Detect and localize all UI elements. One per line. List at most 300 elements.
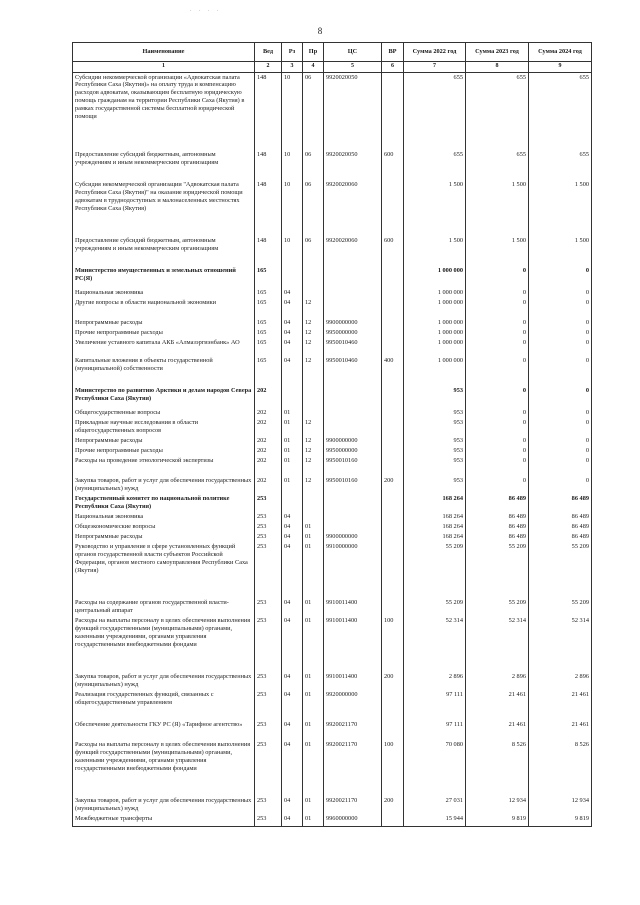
row-name: Закупка товаров, работ и услуг для обеспечения государственных (муниципальных) нужд: [73, 476, 255, 494]
table-row: [73, 532, 592, 542]
row-rz: 04: [282, 532, 303, 542]
page-number: 8: [317, 26, 323, 36]
row-pr: 12: [303, 356, 324, 386]
row-sum-2024: 86 489: [529, 494, 592, 512]
row-sum-2022: 1 000 000: [404, 318, 466, 328]
row-pr: 12: [303, 456, 324, 476]
row-sum-2022: 168 264: [404, 494, 466, 512]
row-sum-2023: 12 934: [466, 796, 529, 814]
row-sum-2022: 97 111: [404, 690, 466, 720]
row-cs: 9950010460: [324, 338, 382, 356]
row-sum-2024: 9 819: [529, 814, 592, 826]
row-name: Прикладные научные исследования в области общегосударственных вопросов: [73, 418, 255, 436]
row-vr: [382, 690, 404, 720]
table-row: [73, 180, 592, 236]
table-row: [73, 408, 592, 418]
col-number: 8: [466, 62, 529, 73]
row-sum-2022: 97 111: [404, 720, 466, 740]
row-sum-2022: 953: [404, 418, 466, 436]
row-cs: [324, 408, 382, 418]
row-cs: 9900000000: [324, 436, 382, 446]
row-ved: 148: [255, 150, 282, 180]
row-rz: 04: [282, 814, 303, 826]
row-cs: [324, 298, 382, 318]
row-cs: 9910011400: [324, 598, 382, 616]
row-vr: [382, 408, 404, 418]
row-sum-2022: 168 264: [404, 512, 466, 522]
row-sum-2024: 8 526: [529, 740, 592, 796]
col-number: 4: [303, 62, 324, 73]
row-vr: [382, 72, 404, 150]
row-name: Расходы на выплаты персоналу в целях обеспечения выполнения функций государственными (муниципальными) органами, казенными учреждениями, органами управления государственными внебюджетными фондами: [73, 740, 255, 796]
header-row: [73, 43, 592, 62]
row-pr: 12: [303, 418, 324, 436]
row-sum-2022: 655: [404, 72, 466, 150]
row-vr: 200: [382, 672, 404, 690]
table-row: [73, 740, 592, 796]
table-row: [73, 266, 592, 288]
table-row: [73, 616, 592, 672]
row-sum-2024: 655: [529, 72, 592, 150]
row-sum-2024: 0: [529, 436, 592, 446]
table-row: [73, 446, 592, 456]
row-pr: [303, 386, 324, 408]
row-ved: 253: [255, 542, 282, 598]
row-rz: 04: [282, 356, 303, 386]
row-name: Общегосударственные вопросы: [73, 408, 255, 418]
row-sum-2024: 0: [529, 356, 592, 386]
row-name: Закупка товаров, работ и услуг для обеспечения государственных (муниципальных) нужд: [73, 672, 255, 690]
row-name: Руководство и управление в сфере установленных функций органов государственной власти субъектов Российской Федерации, органов местного самоуправления Республики Саха (Якутия): [73, 542, 255, 598]
row-ved: 165: [255, 298, 282, 318]
row-sum-2023: 0: [466, 386, 529, 408]
row-sum-2024: 655: [529, 150, 592, 180]
row-sum-2023: 0: [466, 446, 529, 456]
row-pr: 06: [303, 150, 324, 180]
budget-table: [72, 42, 592, 827]
row-pr: 06: [303, 236, 324, 266]
row-vr: [382, 522, 404, 532]
row-cs: [324, 266, 382, 288]
row-pr: [303, 266, 324, 288]
row-pr: 12: [303, 298, 324, 318]
row-ved: 253: [255, 532, 282, 542]
row-pr: 01: [303, 616, 324, 672]
table-row: [73, 418, 592, 436]
row-sum-2024: 1 500: [529, 180, 592, 236]
row-sum-2023: 0: [466, 328, 529, 338]
row-name: Расходы на проведение этнологической экспертизы: [73, 456, 255, 476]
row-sum-2022: 55 209: [404, 598, 466, 616]
row-sum-2023: 0: [466, 418, 529, 436]
row-pr: 12: [303, 446, 324, 456]
row-rz: 10: [282, 72, 303, 150]
row-vr: [382, 542, 404, 598]
row-sum-2022: 2 896: [404, 672, 466, 690]
row-ved: 253: [255, 672, 282, 690]
row-sum-2024: 0: [529, 476, 592, 494]
row-vr: [382, 338, 404, 356]
row-sum-2024: 0: [529, 338, 592, 356]
row-ved: 165: [255, 356, 282, 386]
row-ved: 165: [255, 318, 282, 328]
row-ved: 148: [255, 180, 282, 236]
row-sum-2023: 21 461: [466, 720, 529, 740]
row-sum-2023: 1 500: [466, 180, 529, 236]
row-vr: [382, 532, 404, 542]
row-ved: 253: [255, 796, 282, 814]
row-sum-2022: 1 500: [404, 236, 466, 266]
row-vr: [382, 328, 404, 338]
table-row: [73, 672, 592, 690]
row-ved: 253: [255, 598, 282, 616]
row-rz: 04: [282, 542, 303, 598]
stray-marks: . . . .: [190, 7, 222, 13]
row-sum-2022: 1 000 000: [404, 288, 466, 298]
row-sum-2023: 1 500: [466, 236, 529, 266]
row-sum-2024: 1 500: [529, 236, 592, 266]
row-cs: 9920021170: [324, 740, 382, 796]
table-row: [73, 386, 592, 408]
row-rz: 04: [282, 598, 303, 616]
row-rz: 04: [282, 288, 303, 298]
row-ved: 253: [255, 814, 282, 826]
row-sum-2023: 655: [466, 72, 529, 150]
row-sum-2024: 12 934: [529, 796, 592, 814]
row-name: Министерство по развитию Арктики и делам народов Севера Республики Саха (Якутия): [73, 386, 255, 408]
col-number: 5: [324, 62, 382, 73]
row-sum-2024: 0: [529, 446, 592, 456]
col-header-2024: Сумма 2024 год: [529, 43, 592, 62]
row-pr: 01: [303, 542, 324, 598]
row-name: Непрограммные расходы: [73, 436, 255, 446]
row-sum-2024: 86 489: [529, 512, 592, 522]
row-vr: [382, 512, 404, 522]
row-rz: 04: [282, 796, 303, 814]
row-sum-2023: 0: [466, 318, 529, 328]
col-header-ved: Вед: [255, 43, 282, 62]
row-ved: 165: [255, 266, 282, 288]
row-rz: 10: [282, 150, 303, 180]
row-sum-2024: 0: [529, 318, 592, 328]
row-ved: 253: [255, 690, 282, 720]
table-row: [73, 298, 592, 318]
row-sum-2024: 0: [529, 266, 592, 288]
row-vr: 600: [382, 236, 404, 266]
row-name: Субсидии некоммерческой организации «Адвокатская палата Республики Саха (Якутия)» на оплату труда и компенсацию расходов адвокатам, оказывающим бесплатную юридическую помощь гражданам на территории Республики Саха (Якутия) в рамках государственной системы бесплатной юридической помощи: [73, 72, 255, 150]
row-ved: 253: [255, 512, 282, 522]
row-sum-2024: 55 209: [529, 598, 592, 616]
row-ved: 165: [255, 338, 282, 356]
row-name: Прочие непрограммные расходы: [73, 328, 255, 338]
row-vr: [382, 386, 404, 408]
row-cs: 9920020050: [324, 72, 382, 150]
row-pr: 12: [303, 436, 324, 446]
row-pr: 01: [303, 720, 324, 740]
row-pr: 01: [303, 522, 324, 532]
row-cs: 9910011400: [324, 616, 382, 672]
column-number-row: [73, 62, 592, 73]
row-sum-2023: 2 896: [466, 672, 529, 690]
row-sum-2024: 86 489: [529, 532, 592, 542]
row-cs: [324, 512, 382, 522]
table-row: [73, 796, 592, 814]
row-sum-2023: 8 526: [466, 740, 529, 796]
row-sum-2023: 0: [466, 338, 529, 356]
row-cs: [324, 494, 382, 512]
row-rz: 01: [282, 408, 303, 418]
row-rz: 04: [282, 522, 303, 532]
row-vr: [382, 456, 404, 476]
row-name: Предоставление субсидий бюджетным, автономным учреждениям и иным некоммерческим организациям: [73, 150, 255, 180]
row-rz: 10: [282, 180, 303, 236]
row-sum-2024: 0: [529, 328, 592, 338]
row-sum-2023: 0: [466, 298, 529, 318]
table-row: [73, 690, 592, 720]
row-vr: 600: [382, 150, 404, 180]
row-sum-2022: 953: [404, 436, 466, 446]
table-body: [73, 72, 592, 826]
row-sum-2023: 0: [466, 476, 529, 494]
row-name: Общеэкономические вопросы: [73, 522, 255, 532]
row-sum-2023: 0: [466, 288, 529, 298]
col-header-cs: ЦС: [324, 43, 382, 62]
row-cs: [324, 288, 382, 298]
row-cs: 9920020050: [324, 150, 382, 180]
row-pr: 12: [303, 476, 324, 494]
col-header-pr: Пр: [303, 43, 324, 62]
row-sum-2022: 1 000 000: [404, 298, 466, 318]
row-sum-2024: 0: [529, 418, 592, 436]
row-sum-2022: 168 264: [404, 532, 466, 542]
table-row: [73, 476, 592, 494]
table-row: [73, 522, 592, 532]
row-name: Реализация государственных функций, связанных с общегосударственным управлением: [73, 690, 255, 720]
table-row: [73, 288, 592, 298]
row-pr: 01: [303, 532, 324, 542]
row-rz: 04: [282, 720, 303, 740]
row-vr: 100: [382, 740, 404, 796]
row-name: Капитальные вложения в объекты государственной (муниципальной) собственности: [73, 356, 255, 386]
row-sum-2024: 0: [529, 456, 592, 476]
row-sum-2022: 52 314: [404, 616, 466, 672]
col-number: 1: [73, 62, 255, 73]
row-name: Обеспечение деятельности ГКУ РС (Я) «Тарифное агентство»: [73, 720, 255, 740]
row-name: Национальная экономика: [73, 288, 255, 298]
row-vr: [382, 446, 404, 456]
row-ved: 253: [255, 720, 282, 740]
row-cs: 9950010160: [324, 476, 382, 494]
row-ved: 253: [255, 494, 282, 512]
row-rz: 04: [282, 512, 303, 522]
row-rz: [282, 266, 303, 288]
row-name: Расходы на выплаты персоналу в целях обеспечения выполнения функций государственными (муниципальными) органами, казенными учреждениями, органами управления государственными внебюджетными фондами: [73, 616, 255, 672]
row-name: Министерство имущественных и земельных отношений РС(Я): [73, 266, 255, 288]
row-sum-2023: 55 209: [466, 542, 529, 598]
row-sum-2022: 1 500: [404, 180, 466, 236]
row-vr: [382, 494, 404, 512]
row-sum-2022: 55 209: [404, 542, 466, 598]
col-number: 2: [255, 62, 282, 73]
row-sum-2023: 0: [466, 456, 529, 476]
row-pr: 01: [303, 796, 324, 814]
row-rz: [282, 494, 303, 512]
row-ved: 202: [255, 446, 282, 456]
row-sum-2023: 86 489: [466, 532, 529, 542]
row-sum-2022: 953: [404, 386, 466, 408]
row-sum-2022: 1 000 000: [404, 338, 466, 356]
row-pr: 01: [303, 814, 324, 826]
col-number: 7: [404, 62, 466, 73]
table-row: [73, 814, 592, 826]
row-sum-2023: 0: [466, 356, 529, 386]
row-vr: [382, 418, 404, 436]
row-vr: [382, 266, 404, 288]
row-name: Другие вопросы в области национальной экономики: [73, 298, 255, 318]
row-sum-2023: 86 489: [466, 494, 529, 512]
row-sum-2022: 953: [404, 446, 466, 456]
row-vr: [382, 814, 404, 826]
row-pr: [303, 512, 324, 522]
row-ved: 148: [255, 236, 282, 266]
row-sum-2023: 86 489: [466, 512, 529, 522]
col-header-name: Наименование: [73, 43, 255, 62]
row-pr: [303, 408, 324, 418]
row-cs: 9900000000: [324, 318, 382, 328]
table-row: [73, 436, 592, 446]
row-sum-2023: 0: [466, 436, 529, 446]
row-ved: 253: [255, 616, 282, 672]
row-sum-2024: 21 461: [529, 720, 592, 740]
row-sum-2022: 70 080: [404, 740, 466, 796]
row-pr: [303, 288, 324, 298]
row-sum-2022: 1 000 000: [404, 266, 466, 288]
row-cs: 9920021170: [324, 720, 382, 740]
row-sum-2024: 0: [529, 288, 592, 298]
table-row: [73, 356, 592, 386]
table-row: [73, 456, 592, 476]
table-row: [73, 318, 592, 328]
row-sum-2023: 21 461: [466, 690, 529, 720]
row-cs: 9910011400: [324, 672, 382, 690]
table-row: [73, 720, 592, 740]
table-row: [73, 150, 592, 180]
row-sum-2024: 86 489: [529, 522, 592, 532]
row-sum-2023: 0: [466, 266, 529, 288]
row-pr: 01: [303, 598, 324, 616]
row-rz: 04: [282, 318, 303, 328]
table-row: [73, 236, 592, 266]
row-rz: 01: [282, 476, 303, 494]
row-name: Межбюджетные трансферты: [73, 814, 255, 826]
row-cs: 9920000000: [324, 690, 382, 720]
row-sum-2024: 21 461: [529, 690, 592, 720]
col-header-2022: Сумма 2022 год: [404, 43, 466, 62]
row-sum-2023: 52 314: [466, 616, 529, 672]
row-vr: [382, 720, 404, 740]
row-cs: 9960000000: [324, 814, 382, 826]
row-vr: 100: [382, 616, 404, 672]
row-vr: [382, 180, 404, 236]
col-number: 9: [529, 62, 592, 73]
row-ved: 165: [255, 328, 282, 338]
row-sum-2022: 953: [404, 456, 466, 476]
row-cs: 9950010460: [324, 356, 382, 386]
row-pr: 01: [303, 690, 324, 720]
row-ved: 202: [255, 476, 282, 494]
row-sum-2022: 27 031: [404, 796, 466, 814]
row-ved: 253: [255, 522, 282, 532]
row-cs: 9950000000: [324, 446, 382, 456]
col-header-vr: ВР: [382, 43, 404, 62]
row-sum-2023: 655: [466, 150, 529, 180]
row-name: Субсидия некоммерческой организации "Адвокатская палата Республики Саха (Якутия)" на оказание юридической помощи адвокатам в труднодоступных и малонаселенных местностях Республики Саха (Якутия): [73, 180, 255, 236]
row-sum-2022: 953: [404, 408, 466, 418]
row-rz: [282, 386, 303, 408]
table-row: [73, 328, 592, 338]
row-sum-2023: 0: [466, 408, 529, 418]
row-sum-2023: 55 209: [466, 598, 529, 616]
row-pr: 06: [303, 180, 324, 236]
row-rz: 04: [282, 616, 303, 672]
row-rz: 01: [282, 456, 303, 476]
row-ved: 202: [255, 456, 282, 476]
row-sum-2024: 0: [529, 386, 592, 408]
row-vr: [382, 298, 404, 318]
row-cs: [324, 418, 382, 436]
row-ved: 148: [255, 72, 282, 150]
row-rz: 04: [282, 328, 303, 338]
row-rz: 04: [282, 740, 303, 796]
row-sum-2022: 655: [404, 150, 466, 180]
row-ved: 202: [255, 408, 282, 418]
row-vr: [382, 318, 404, 328]
row-name: Непрограммные расходы: [73, 532, 255, 542]
row-sum-2022: 15 944: [404, 814, 466, 826]
row-cs: 9950010160: [324, 456, 382, 476]
row-pr: 12: [303, 318, 324, 328]
row-vr: [382, 436, 404, 446]
row-name: Национальная экономика: [73, 512, 255, 522]
row-cs: 9910000000: [324, 542, 382, 598]
row-vr: 400: [382, 356, 404, 386]
table-row: [73, 72, 592, 150]
row-name: Расходы на содержание органов государственной власти- центральный аппарат: [73, 598, 255, 616]
row-sum-2024: 52 314: [529, 616, 592, 672]
row-sum-2022: 168 264: [404, 522, 466, 532]
row-rz: 01: [282, 418, 303, 436]
row-sum-2023: 9 819: [466, 814, 529, 826]
row-cs: 9920020060: [324, 236, 382, 266]
col-number: 6: [382, 62, 404, 73]
row-ved: 253: [255, 740, 282, 796]
row-name: Закупка товаров, работ и услуг для обеспечения государственных (муниципальных) нужд: [73, 796, 255, 814]
row-rz: 04: [282, 672, 303, 690]
row-pr: 01: [303, 740, 324, 796]
row-rz: 01: [282, 436, 303, 446]
table-row: [73, 542, 592, 598]
row-vr: [382, 598, 404, 616]
row-rz: 04: [282, 298, 303, 318]
row-vr: [382, 288, 404, 298]
row-name: Предоставление субсидий бюджетным, автономным учреждениям и иным некоммерческим организациям: [73, 236, 255, 266]
row-pr: 01: [303, 672, 324, 690]
row-name: Государственный комитет по национальной политике Республики Саха (Якутия): [73, 494, 255, 512]
table-header: [73, 43, 592, 73]
row-pr: 12: [303, 338, 324, 356]
row-rz: 04: [282, 338, 303, 356]
row-sum-2024: 0: [529, 298, 592, 318]
